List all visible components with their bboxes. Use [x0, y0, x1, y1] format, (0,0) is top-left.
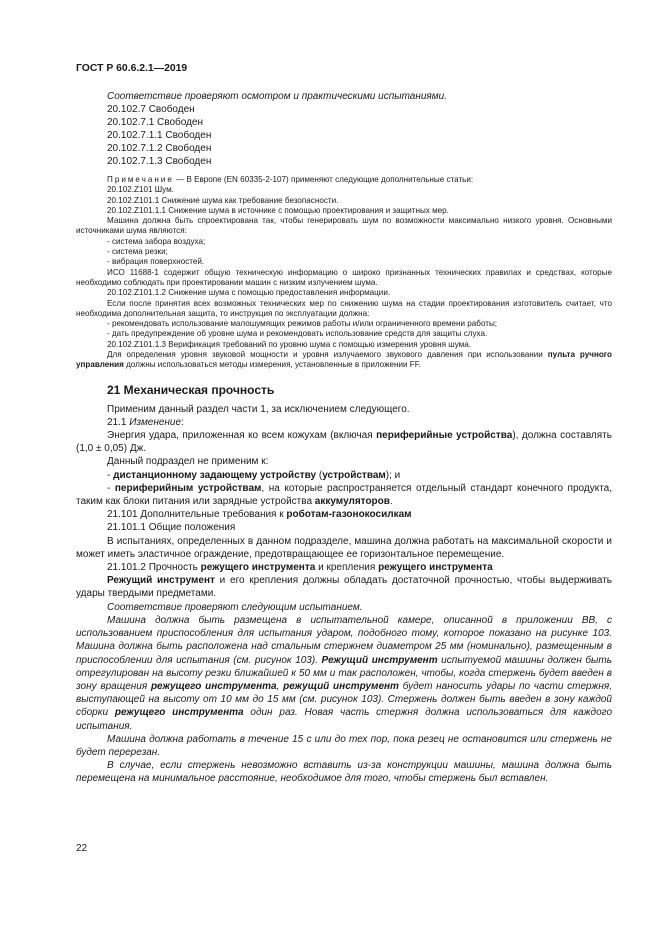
free-item: 20.102.7.1.1 Свободен — [107, 130, 212, 141]
test-conditions-text: В испытаниях, определенных в данном подразделе, машина должна работать на максимальной скорости и может иметь эластичное ограждение, предотвращающее ее горизонтальное перемещение. — [76, 535, 612, 560]
clause-21-101: 21.101 Дополнительные требования к роботам-газонокосилкам — [107, 509, 412, 521]
note-intro: Примечание — В Европе (EN 60335-2-107) применяют следующие дополнительные статьи: — [107, 175, 474, 184]
note-recommendation: - рекомендовать использование малошумящих режимов работы и/или ограниченного времени работы; — [107, 319, 498, 329]
section-21-intro: Применим данный раздел части 1, за исключением следующего. — [107, 403, 410, 415]
section-20-tail — [107, 90, 612, 168]
conformity-test-text: Соответствие проверяют следующим испытанием. — [107, 601, 363, 613]
note-if-text: Если после принятия всех возможных технических мер по снижению шума на стадии проектирования изготовитель считает, что необходима дополнительная защита, то инструкция по эксплуатации должна: — [76, 298, 612, 318]
note-label: Примечание — [107, 175, 174, 184]
clause-21-101-1: 21.101.1 Общие положения — [107, 522, 236, 534]
note-z1012: 20.102.Z101.1.2 Снижение шума с помощью предоставления информации. — [107, 288, 391, 298]
note-z1013: 20.102.Z101.1.3 Верификация требований по уровню шума с помощью измерения уровня шума. — [107, 339, 471, 349]
not-applicable-text: Данный подраздел не применим к: — [107, 456, 269, 468]
note-design-text: Машина должна быть спроектирована так, чтобы генерировать шум по возможности максимально низкого уровня. Основными источниками шума являются: — [76, 216, 612, 236]
note-block — [76, 175, 612, 371]
noise-source: - вибрация поверхностей. — [107, 257, 205, 267]
note-iso-text: ИСО 11688-1 содержит общую техническую информацию о широко признанных технических правилах и средствах, которые необходимо соблюдать при проектировании машин с низким излучением шума. — [76, 267, 612, 287]
exclusion-item: - периферийным устройствам, на которые распространяется отдельный стандарт конечного продукта, таким как блоки питания или зарядные устройства аккумуляторов. — [76, 482, 613, 508]
test-procedure-text: Машина должна быть размещена в испытательной камере, описанной в приложении ВВ, с использованием приспособления для испытания ударом, подобного тому, которое показано на рисунке 103. Машина должна быть расположена над стальным стержнем диаметром 25 мм (номинально), размещенным в приспособлении для испытания (см. рисунок 103). Режущий инструмент испытуемой машины должен быть отрегулирован на высоту резки ближайшей к 50 мм и так расположен, чтобы, когда стержень будет введен в зону вращения режущего инструмента, режущий инструмент будет наносить удары по части стержня, выступающей на высоту от 10 мм до 15 мм (см. рисунок 103). Стержень должен быть введен в зону каждой сборки режущего инструмента один раз. Новая часть стержня должна использоваться для каждого испытания. — [76, 614, 613, 732]
section-21-title: 21 Механическая прочность — [107, 382, 275, 397]
conformity-text: Соответствие проверяют осмотром и практическими испытаниями. — [107, 91, 447, 102]
rod-insertion-text: В случае, если стержень невозможно вставить из-за конструкции машины, машина должна быть перемещена на минимальное расстояние, необходимое для того, чтобы стержень был вставлен. — [76, 760, 612, 785]
note-z1011: 20.102.Z101.1 Снижение шума как требование безопасности. — [107, 195, 339, 205]
standard-header: ГОСТ Р 60.6.2.1—2019 — [76, 63, 188, 74]
clause-21-1: 21.1 Изменение: — [107, 416, 184, 428]
page-number: 22 — [76, 843, 88, 854]
clause-21-101-2: 21.101.2 Прочность режущего инструмента и крепления режущего инструмента — [107, 562, 493, 574]
free-item: 20.102.7.1.2 Свободен — [107, 143, 212, 154]
exclusion-item: - дистанционному задающему устройству (устройствам); и — [107, 469, 401, 481]
free-item: 20.102.7.1 Свободен — [107, 117, 204, 128]
test-duration-text: Машина должна работать в течение 15 с или до тех пор, пока резец не остановится или стержень не будет перерезан. — [76, 733, 612, 758]
noise-source: - система резки; — [107, 247, 168, 257]
note-z10111: 20.102.Z101.1.1 Снижение шума в источнике с помощью проектирования и защитных мер. — [107, 205, 449, 215]
note-recommendation: - дать предупреждение об уровне шума и рекомендовать использование средств для защиты слуха. — [107, 329, 488, 339]
free-item: 20.102.7.1.3 Свободен — [107, 156, 212, 167]
page-content — [76, 90, 613, 786]
impact-energy-text: Энергия удара, приложенная ко всем кожухам (включая периферийные устройства), должна составлять (1,0 ± 0,05) Дж. — [76, 430, 612, 455]
note-measure-text: Для определения уровня звуковой мощности и уровня излучаемого звукового давления при использовании пульта ручного управления должны использоваться методы измерения, установленные в приложении FF. — [76, 350, 612, 370]
free-item: 20.102.7 Свободен — [107, 104, 195, 115]
note-z101: 20.102.Z101 Шум. — [107, 185, 174, 195]
section-21-body — [76, 403, 612, 786]
cutting-tool-strength-text: Режущий инструмент и его крепления должны обладать достаточной прочностью, чтобы выдерживать удары твердыми предметами. — [76, 575, 612, 600]
noise-source: - система забора воздуха; — [107, 236, 206, 246]
